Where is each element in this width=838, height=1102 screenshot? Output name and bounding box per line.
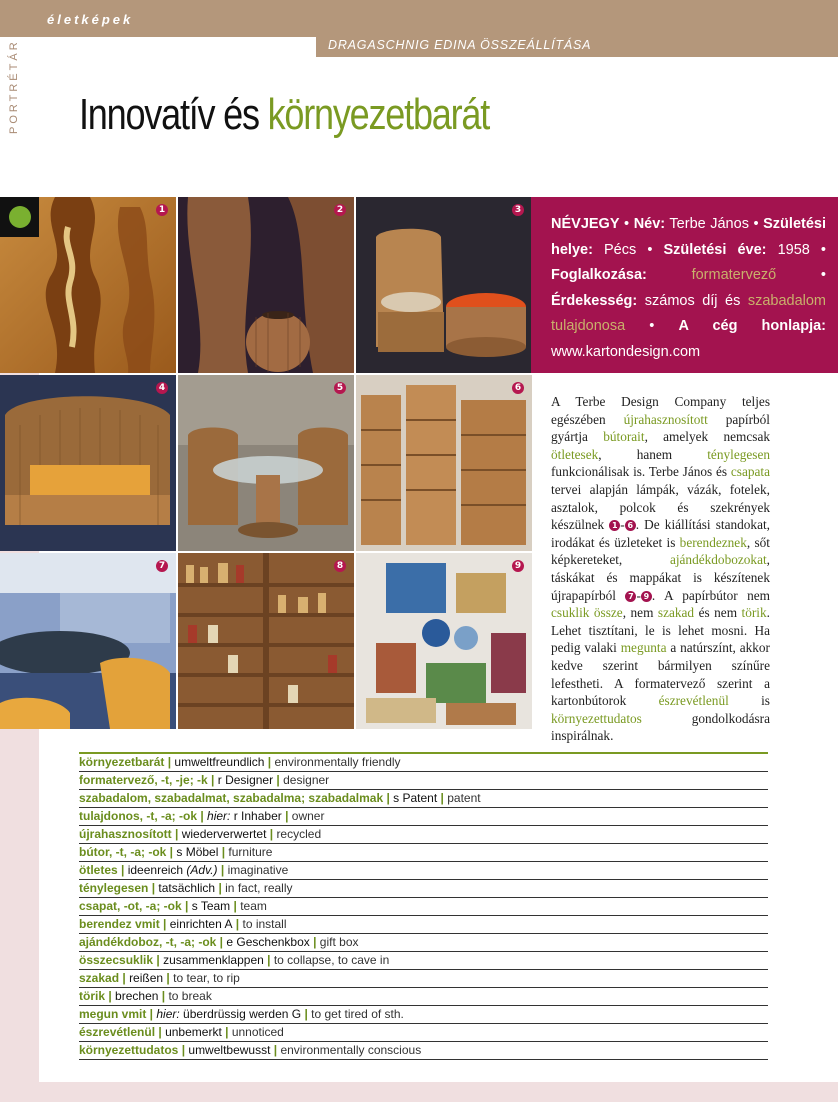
vocab-highlight: bútorait	[603, 429, 645, 445]
article-span: papírból gyártja	[551, 411, 771, 445]
article-span: gondolkodásra inspirálnak.	[551, 710, 770, 744]
vocab-row	[79, 862, 768, 880]
vocab-highlight: szakad	[657, 605, 695, 621]
separator: |	[117, 863, 128, 877]
photo-grid	[0, 197, 531, 728]
birthyear-label: Születési éve:	[663, 241, 767, 258]
separator: |	[230, 899, 241, 913]
vocab-english: environmentally friendly	[274, 755, 401, 769]
vocab-english: gift box	[319, 935, 359, 949]
separator: |	[166, 845, 177, 859]
vocab-hungarian: tulajdonos, -t, -a; -ok	[79, 809, 197, 823]
vocab-german: umweltbewusst	[188, 1043, 271, 1057]
photo-ref-badge: 9	[641, 591, 652, 602]
separator: |	[232, 917, 243, 931]
photo-number: 7	[156, 560, 168, 572]
photo-number: 9	[512, 560, 524, 572]
vocab-highlight: észrevétlenül	[658, 693, 729, 709]
section-label: életképek	[47, 12, 134, 27]
article-span: tervei alapján lámpák, vázák, fotelek, asztalok, polcok és szekrények készülnek	[551, 481, 770, 533]
header-bar	[0, 0, 838, 37]
separator: |	[153, 953, 164, 967]
vocab-highlight: csapata	[730, 464, 770, 480]
photo-8	[178, 553, 354, 729]
article-span: -	[636, 587, 641, 603]
photo-number: 1	[156, 204, 168, 216]
vocab-hungarian: szakad	[79, 971, 120, 985]
separator: |	[158, 989, 169, 1003]
separator: |	[197, 809, 208, 823]
vocab-hungarian: ajándékdoboz, -t, -a; -ok	[79, 935, 217, 949]
cardboard-table-chairs-photo	[178, 375, 354, 551]
separator: |	[270, 1043, 281, 1057]
article-span: a natúrszínt, akkor kedve szerint bármilyen színűre lefestheti. A formatervező szerint a kartonbútorok	[551, 640, 770, 709]
vocab-row	[79, 772, 768, 790]
birthplace-value: Pécs	[604, 241, 637, 258]
separator: |	[437, 791, 448, 805]
vocab-row	[79, 790, 768, 808]
vocab-german: s Möbel	[176, 845, 219, 859]
vocab-german: umweltfreundlich	[174, 755, 265, 769]
shop-shelves-photo	[178, 553, 354, 729]
vocab-english: to install	[242, 917, 287, 931]
vocab-english: to break	[168, 989, 212, 1003]
separator: |	[181, 899, 192, 913]
vocab-english: team	[240, 899, 267, 913]
vocab-hungarian: újrahasznosított	[79, 827, 172, 841]
site-label: A cég honlapja:	[678, 318, 827, 334]
vocab-german: einrichten A	[169, 917, 233, 931]
photo-2	[178, 197, 354, 373]
vocab-hungarian: összecsuklik	[79, 953, 154, 967]
vocab-english: environmentally conscious	[280, 1043, 422, 1057]
vocab-highlight: környezettudatos	[551, 710, 642, 726]
article-span: , amelyek nemcsak	[644, 429, 770, 445]
separator: |	[178, 1043, 189, 1057]
article-span: . De kiállítási standokat, irodákat és üzleteket is	[551, 517, 770, 550]
vocab-row	[79, 808, 768, 826]
vocab-hungarian: szabadalom, szabadalmat, szabadalma; szabadalmak	[79, 791, 384, 805]
vocab-highlight: berendeznek	[679, 534, 747, 550]
vocab-german: zusammenklappen	[163, 953, 264, 967]
separator: |	[266, 827, 277, 841]
photo-ref-badge: 6	[625, 520, 636, 531]
vocab-english: to get tired of sth.	[311, 1007, 404, 1021]
vocab-hungarian: csapat, -ot, -a; -ok	[79, 899, 182, 913]
vocabulary-list	[79, 752, 768, 1060]
separator: |	[218, 845, 229, 859]
article-span: , táskákat és mappákat is készítenek újrapapírból	[551, 552, 770, 603]
vocab-row	[79, 1006, 768, 1024]
photo-ref-badge: 7	[625, 591, 636, 602]
photo-9	[356, 553, 532, 729]
article-span: és nem	[694, 605, 742, 621]
separator: |	[207, 773, 218, 787]
vocab-row	[79, 754, 768, 772]
vocab-english: imaginative	[227, 863, 289, 877]
gift-boxes-photo	[356, 553, 532, 729]
site-value: www.kartondesign.com	[551, 343, 701, 360]
job-value: formatervező	[691, 267, 777, 283]
vocab-german: brechen	[115, 989, 159, 1003]
vocab-german-note: hier:	[207, 809, 231, 823]
vocab-german: r Inhaber	[230, 809, 282, 823]
vocab-highlight: újrahasznosított	[623, 411, 708, 427]
card-label: NÉVJEGY	[551, 216, 620, 232]
vocab-row	[79, 934, 768, 952]
separator: |	[155, 1025, 166, 1039]
title-part-2: környezetbarát	[267, 90, 490, 139]
vocab-german: s Patent	[393, 791, 438, 805]
vocab-row	[79, 970, 768, 988]
article-span: . Lehet tisztítani, le is lehet mosni. Ha pedig valaki	[551, 605, 770, 656]
profile-card: NÉVJEGY • Név: Terbe János • Születési helye: Pécs • Születési éve: 1958 • Foglalkozása: formatervező • Érdekesség: számos díj és szabadalom tulajdonosa • A cég honlapja: www.kartondesign.com	[531, 197, 838, 373]
vocab-english: unnoticed	[231, 1025, 284, 1039]
separator: |	[304, 1007, 312, 1021]
photo-ref-badge: 1	[609, 520, 620, 531]
birthyear-value: 1958	[777, 241, 810, 258]
article-span: . A papírbútor nem	[651, 587, 771, 603]
vocab-row	[79, 898, 768, 916]
separator: |	[105, 989, 116, 1003]
byline-bar	[316, 37, 838, 57]
article-span: , hanem	[598, 446, 708, 462]
vocab-german: überdrüssig werden G	[179, 1007, 305, 1021]
vocab-german: unbemerkt	[165, 1025, 222, 1039]
page-title	[79, 90, 489, 140]
birthplace-label: Születési helye:	[551, 216, 826, 258]
vocab-german-note: (Adv.)	[183, 863, 218, 877]
vocab-row	[79, 826, 768, 844]
vocab-hungarian: ötletes	[79, 863, 118, 877]
vocab-english: to tear, to rip	[173, 971, 240, 985]
vocab-german: ideenreich	[127, 863, 184, 877]
article-span: -	[620, 517, 625, 533]
vocab-english: in fact, really	[225, 881, 293, 895]
vocab-highlight: ténylegesen	[707, 446, 770, 462]
article-span: funkcionálisak is. Terbe János és	[551, 464, 731, 480]
vocab-row	[79, 916, 768, 934]
photo-4	[0, 375, 176, 551]
photo-7	[0, 553, 176, 729]
cardboard-vases-photo	[178, 197, 354, 373]
vocab-german: reißen	[129, 971, 164, 985]
article-span: A Terbe Design Company teljes egészében	[551, 394, 770, 427]
interest-highlight: szabadalom tulajdonosa	[551, 292, 827, 334]
photo-6	[356, 375, 532, 551]
article-text	[551, 393, 770, 745]
vocab-hungarian: környezettudatos	[79, 1043, 179, 1057]
vocab-german: wiederverwertet	[181, 827, 267, 841]
vocab-row	[79, 1042, 768, 1060]
vocab-hungarian: berendez vmit	[79, 917, 160, 931]
photo-5	[178, 375, 354, 551]
cardboard-armchair-photo	[356, 197, 532, 373]
vocab-hungarian: bútor, -t, -a; -ok	[79, 845, 167, 859]
vocab-english: recycled	[276, 827, 322, 841]
vocab-english: patent	[447, 791, 481, 805]
cardboard-sofa-photo	[0, 375, 176, 551]
vocab-german: e Geschenkbox	[226, 935, 310, 949]
separator: |	[148, 881, 159, 895]
byline: DRAGASCHNIG EDINA ÖSSZEÁLLÍTÁSA	[328, 38, 592, 52]
separator: |	[218, 881, 226, 895]
vocab-hungarian: törik	[79, 989, 106, 1003]
bottom-band	[39, 1082, 838, 1102]
vocab-row	[79, 880, 768, 898]
separator: |	[264, 755, 275, 769]
separator: |	[309, 935, 320, 949]
vocab-german: s Team	[191, 899, 231, 913]
vocab-highlight: ajándékdobozokat	[669, 552, 767, 568]
separator: |	[383, 791, 394, 805]
vocab-german-note: hier:	[156, 1007, 180, 1021]
vocab-english: owner	[291, 809, 325, 823]
cardboard-shelves-photo	[356, 375, 532, 551]
vocab-german: tatsächlich	[158, 881, 219, 895]
separator: |	[163, 971, 174, 985]
vocab-row	[79, 1024, 768, 1042]
separator: |	[217, 863, 228, 877]
vocab-row	[79, 952, 768, 970]
vocab-highlight: megunta	[620, 640, 667, 656]
photo-number: 2	[334, 204, 346, 216]
separator: |	[216, 935, 227, 949]
photo-number: 8	[334, 560, 346, 572]
green-dot-marker	[0, 197, 39, 237]
article-span: , sőt képkereteket,	[551, 534, 770, 568]
vocab-english: designer	[283, 773, 330, 787]
article-span: is	[728, 693, 770, 709]
vocab-highlight: csuklik össze	[551, 605, 623, 621]
vocab-row	[79, 988, 768, 1006]
vocab-row	[79, 844, 768, 862]
separator: |	[146, 1007, 157, 1021]
office-interior-photo	[0, 553, 176, 729]
photo-number: 5	[334, 382, 346, 394]
photo-3	[356, 197, 532, 373]
separator: |	[281, 809, 292, 823]
separator: |	[171, 827, 182, 841]
interest-label: Érdekesség:	[551, 292, 638, 309]
photo-number: 3	[512, 204, 524, 216]
name-value: Terbe János	[669, 216, 749, 232]
separator: |	[263, 953, 274, 967]
vocab-hungarian: ténylegesen	[79, 881, 149, 895]
separator: |	[221, 1025, 232, 1039]
vocab-english: furniture	[228, 845, 273, 859]
vocab-hungarian: észrevétlenül	[79, 1025, 156, 1039]
job-label: Foglalkozása:	[551, 267, 647, 283]
vocab-german: r Designer	[217, 773, 274, 787]
vocab-highlight: törik	[741, 605, 767, 621]
photo-number: 6	[512, 382, 524, 394]
vocab-hungarian: megun vmit	[79, 1007, 147, 1021]
photo-number: 4	[156, 382, 168, 394]
name-label: Név:	[633, 216, 666, 232]
vocab-highlight: ötletesek	[551, 446, 599, 462]
vocab-hungarian: környezetbarát	[79, 755, 165, 769]
separator: |	[164, 755, 175, 769]
vocab-english: to collapse, to cave in	[273, 953, 390, 967]
separator: |	[119, 971, 130, 985]
vocab-hungarian: formatervező, -t, -je; -k	[79, 773, 208, 787]
article-span: , nem	[622, 605, 658, 621]
interest-value: számos díj és	[644, 292, 741, 309]
title-part-1: Innovatív és	[79, 90, 268, 139]
separator: |	[273, 773, 284, 787]
separator: |	[159, 917, 170, 931]
